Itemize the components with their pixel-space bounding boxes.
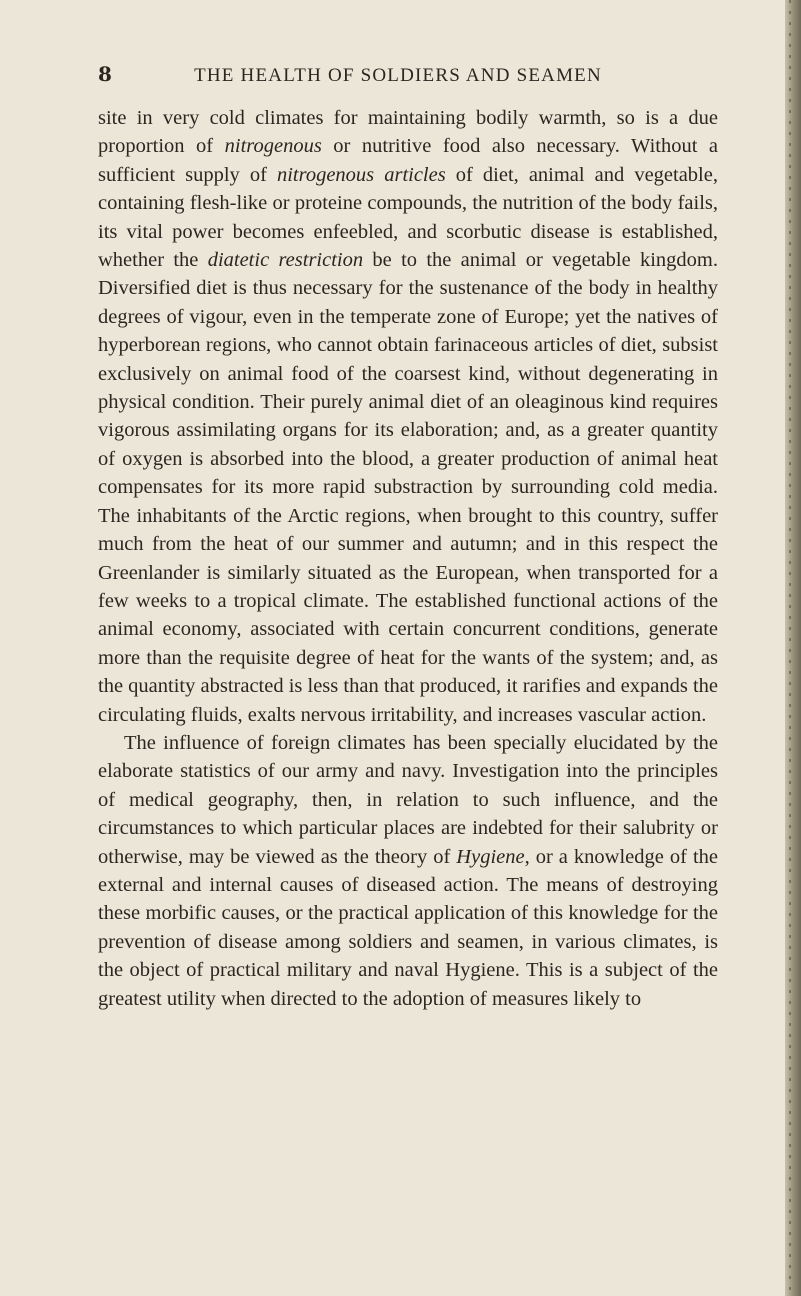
page-number: 8 xyxy=(98,62,112,86)
running-head xyxy=(98,62,718,92)
p1-text-4: be to the animal or vegetable kingdom. Diversified diet is thus necessary for the sustenance of the body in healthy degrees of vigour, even in the temperate zone of Europe; yet the natives of hyperborean regions, who cannot obtain farinaceous articles of diet, subsist exclusively on animal food of the coarsest kind, without degenerating in physical condition. Their purely animal diet of an oleaginous kind requires vigorous assimilating organs for its elaboration; and, as a greater quantity of oxygen is absorbed into the blood, a greater production of animal heat compensates for its more rapid substraction by surrounding cold media. The inhabitants of the Arctic regions, when brought to this country, suffer much from the heat of our summer and autumn; and in this respect the Greenlander is similarly situated as the European, when transported for a few weeks to a tropical climate. The established functional actions of the animal economy, associated with certain concurrent conditions, generate more than the requisite degree of heat for the wants of the system; and, as the quantity abstracted is less than that produced, it rarifies and expands the circulating fluids, exalts nervous irritability, and increases vascular action. xyxy=(98,249,718,726)
paragraph-1 xyxy=(98,104,718,729)
p1-italic-1: nitrogenous xyxy=(224,135,322,158)
p1-text-2: or nutritive food also necessary. Without a sufficient supply of xyxy=(98,135,718,186)
p2-text-2: , or a knowledge of the external and internal causes of diseased action. The means of destroying these morbific causes, or the practical application of this knowledge for the prevention of disease among soldiers and seamen, in various climates, is the object of practical military and naval Hygiene. This is a subject of the greatest utility when directed to the adoption of measures likely to xyxy=(98,845,718,1010)
running-title: THE HEALTH OF SOLDIERS AND SEAMEN xyxy=(194,65,602,86)
body-text xyxy=(98,104,718,1013)
p2-text-1: The influence of foreign climates has been specially elucidated by the elaborate statistics of our army and navy. Investigation into the principles of medical geography, then, in relation to such influence, and the circumstances to which particular places are indebted for their salubrity or otherwise, may be viewed as the theory of xyxy=(98,731,718,868)
paragraph-2 xyxy=(98,729,718,1013)
p2-italic-1: Hygiene xyxy=(456,845,525,868)
p1-italic-2: nitrogenous articles xyxy=(276,163,446,186)
p1-text-3: of diet, animal and vegetable, containing flesh-like or proteine compounds, the nutrition of the body fails, its vital power becomes enfeebled, and scorbutic disease is established, whether the xyxy=(98,163,718,272)
p1-italic-3: diatetic restriction xyxy=(207,249,364,272)
p1-text-1: site in very cold climates for maintaining bodily warmth, so is a due proportion of xyxy=(98,107,718,158)
page-binding-edge xyxy=(785,0,801,1296)
